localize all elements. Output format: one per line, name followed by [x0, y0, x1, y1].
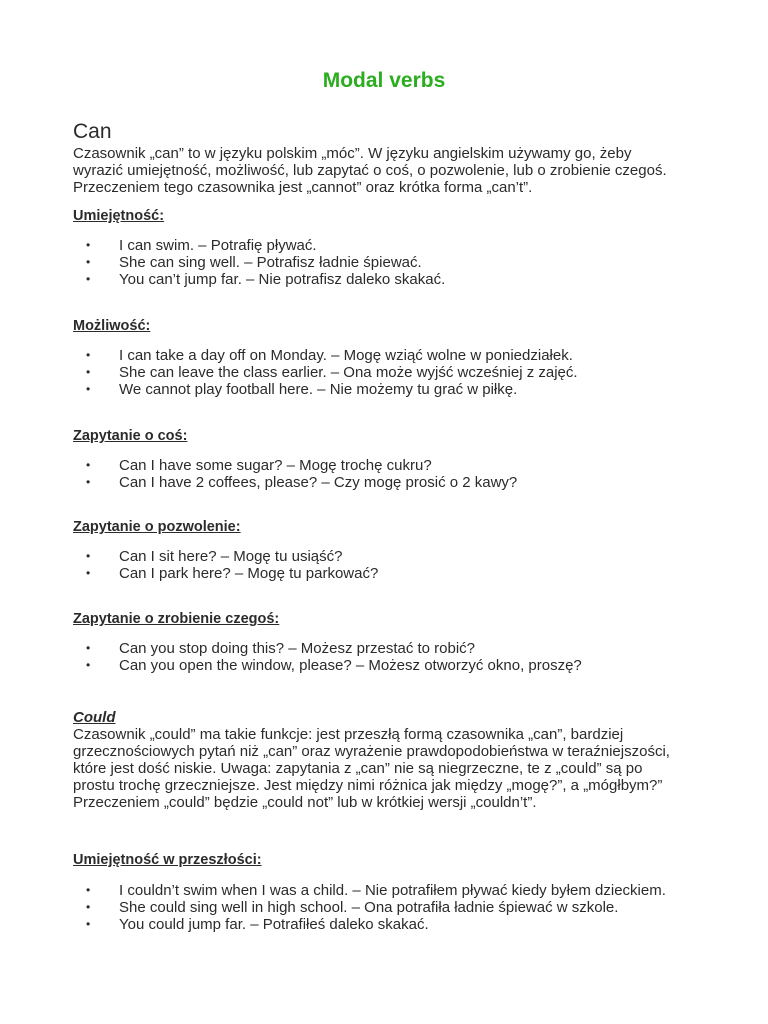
list-item-text: Can you stop doing this? – Możesz przestać to robić?: [119, 640, 476, 657]
list-possibility: [0, 347, 700, 398]
subheading-ability: Umiejętność:: [73, 208, 165, 224]
bullet-icon: •: [86, 255, 91, 269]
bullet-icon: •: [86, 883, 91, 897]
bullet-icon: •: [86, 641, 91, 655]
list-item: [0, 457, 700, 474]
paragraph-line: które jest dość niskie. Uwaga: zapytania z „can” nie są niegrzeczne, te z „could” są po: [73, 760, 643, 777]
list-item: [0, 381, 700, 398]
document-title: Modal verbs: [322, 69, 446, 92]
list-ability: [0, 237, 700, 288]
list-item: [0, 657, 700, 674]
list-item-text: I couldn’t swim when I was a child. – Nie potrafiłem pływać kiedy byłem dzieckiem.: [119, 882, 666, 899]
can-intro-paragraph: [73, 145, 733, 196]
list-item: [0, 565, 700, 582]
subheading-request-something: Zapytanie o coś:: [73, 428, 188, 444]
list-request-permission: [0, 548, 700, 582]
list-item-text: Can I have some sugar? – Mogę trochę cukru?: [119, 457, 432, 474]
bullet-icon: •: [86, 475, 91, 489]
subheading-past-ability: Umiejętność w przeszłości:: [73, 852, 262, 868]
list-item-text: She can leave the class earlier. – Ona może wyjść wcześniej z zajęć.: [119, 364, 578, 381]
list-item: [0, 916, 700, 933]
paragraph-line: grzecznościowych pytań niż „can” oraz wyrażenie prawdopodobieństwa w teraźniejszości,: [73, 743, 670, 760]
paragraph-line: wyrazić umiejętność, możliwość, lub zapytać o coś, o pozwolenie, lub o zrobienie czegoś.: [73, 162, 667, 179]
list-request-action: [0, 640, 700, 674]
list-past-ability: [0, 882, 700, 933]
paragraph-line: Przeczeniem „could” będzie „could not” lub w krótkiej wersji „couldn’t”.: [73, 794, 537, 811]
subheading-request-permission: Zapytanie o pozwolenie:: [73, 519, 241, 535]
list-item-text: Can I have 2 coffees, please? – Czy mogę prosić o 2 kawy?: [119, 474, 518, 491]
paragraph-line: Czasownik „can” to w języku polskim „móc”. W języku angielskim używamy go, żeby: [73, 145, 632, 162]
list-item-text: You could jump far. – Potrafiłeś daleko skakać.: [119, 916, 429, 933]
bullet-icon: •: [86, 272, 91, 286]
bullet-icon: •: [86, 238, 91, 252]
list-item: [0, 899, 700, 916]
section-heading-could: Could: [73, 709, 116, 726]
paragraph-line: prostu trochę grzeczniejsze. Jest między nimi różnica jak między „mogę?”, a „mógłbym?”: [73, 777, 663, 794]
list-item: [0, 548, 700, 565]
list-item: [0, 364, 700, 381]
list-item: [0, 237, 700, 254]
list-item: [0, 474, 700, 491]
bullet-icon: •: [86, 458, 91, 472]
list-item-text: Can you open the window, please? – Możesz otworzyć okno, proszę?: [119, 657, 582, 674]
list-item: [0, 347, 700, 364]
list-item-text: She could sing well in high school. – Ona potrafiła ładnie śpiewać w szkole.: [119, 899, 619, 916]
list-item-text: Can I sit here? – Mogę tu usiąść?: [119, 548, 343, 565]
section-heading-can: Can: [73, 120, 112, 143]
list-item: [0, 271, 700, 288]
bullet-icon: •: [86, 365, 91, 379]
subheading-possibility: Możliwość:: [73, 318, 151, 334]
bullet-icon: •: [86, 348, 91, 362]
subheading-request-action: Zapytanie o zrobienie czegoś:: [73, 611, 280, 627]
bullet-icon: •: [86, 658, 91, 672]
list-item-text: I can swim. – Potrafię pływać.: [119, 237, 317, 254]
list-item-text: I can take a day off on Monday. – Mogę wziąć wolne w poniedziałek.: [119, 347, 573, 364]
list-item-text: We cannot play football here. – Nie możemy tu grać w piłkę.: [119, 381, 518, 398]
paragraph-line: Czasownik „could” ma takie funkcje: jest przeszłą formą czasownika „can”, bardziej: [73, 726, 624, 743]
list-item-text: Can I park here? – Mogę tu parkować?: [119, 565, 379, 582]
paragraph-line: Przeczeniem tego czasownika jest „cannot” oraz krótka forma „can’t”.: [73, 179, 533, 196]
bullet-icon: •: [86, 566, 91, 580]
list-item: [0, 254, 700, 271]
bullet-icon: •: [86, 917, 91, 931]
list-item-text: You can’t jump far. – Nie potrafisz daleko skakać.: [119, 271, 446, 288]
bullet-icon: •: [86, 382, 91, 396]
bullet-icon: •: [86, 900, 91, 914]
list-item-text: She can sing well. – Potrafisz ładnie śpiewać.: [119, 254, 422, 271]
could-intro-paragraph: [73, 726, 733, 811]
bullet-icon: •: [86, 549, 91, 563]
list-item: [0, 882, 700, 899]
list-request-something: [0, 457, 700, 491]
list-item: [0, 640, 700, 657]
